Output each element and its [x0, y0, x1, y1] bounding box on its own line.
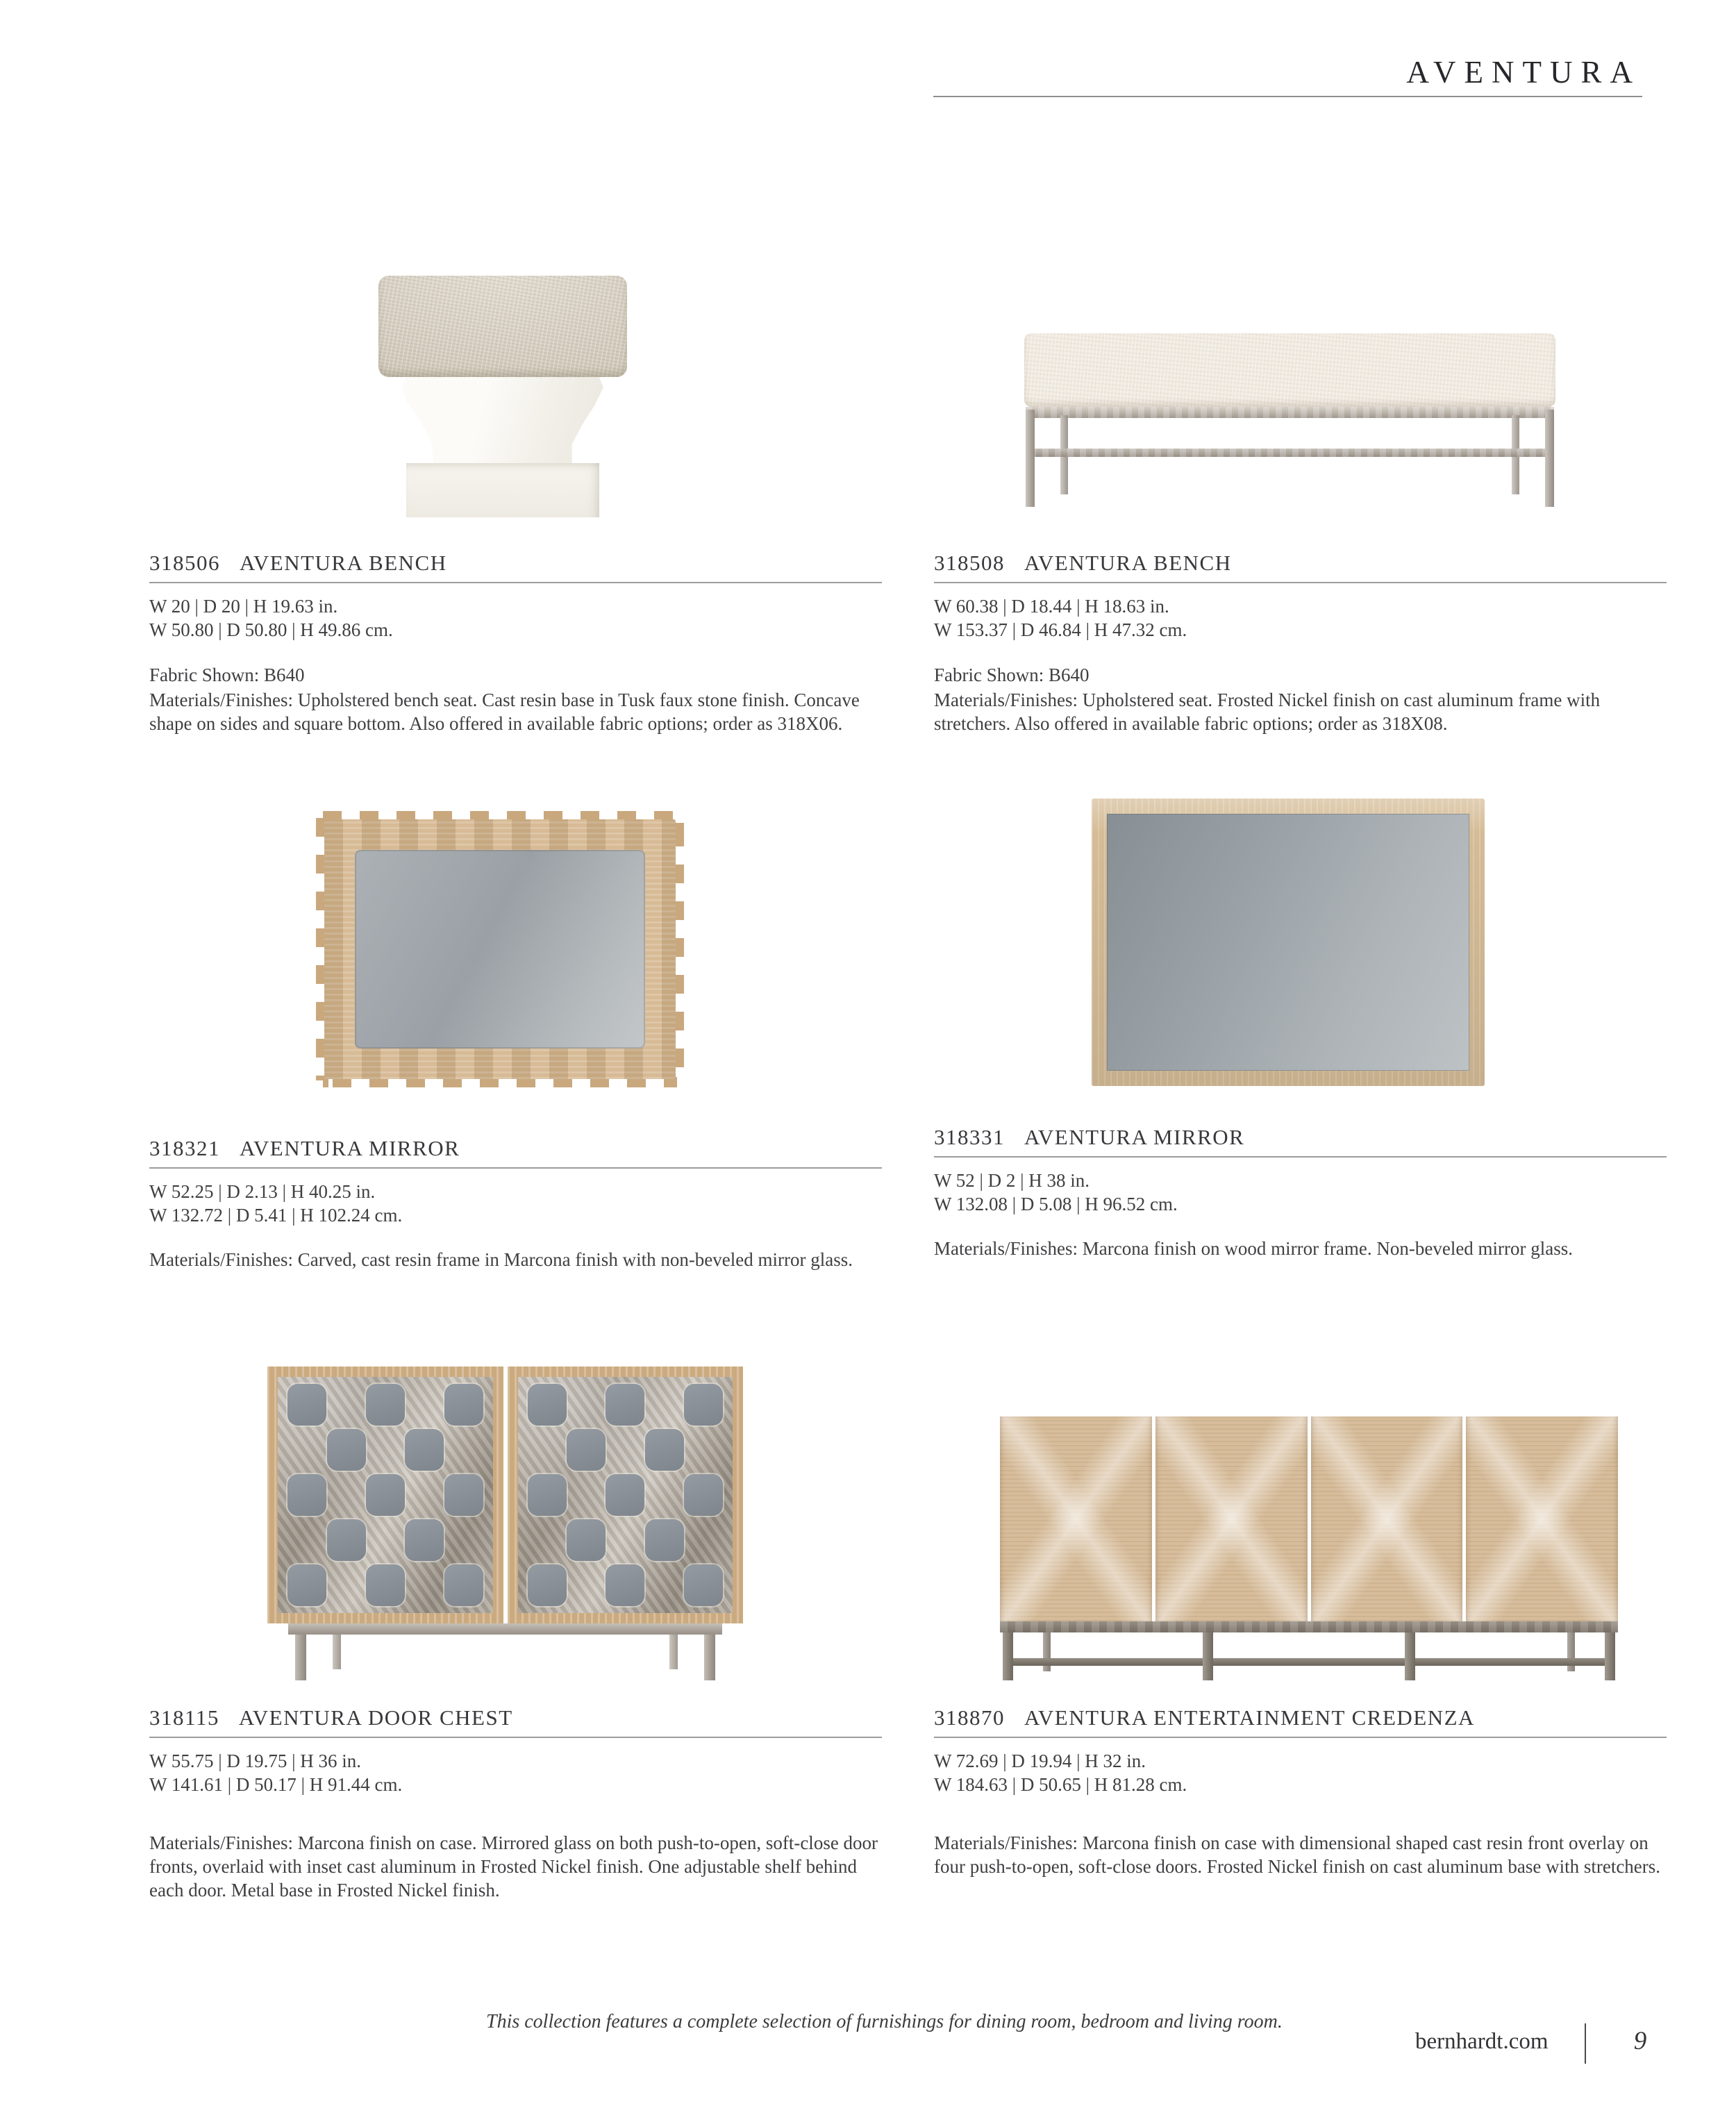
credenza-leg — [1203, 1632, 1213, 1680]
mirror-glass — [1107, 814, 1469, 1071]
materials-finishes: Materials/Finishes: Carved, cast resin frame in Marcona finish with non-beveled mirror glass. — [149, 1249, 853, 1270]
chest-door — [267, 1367, 503, 1623]
bench-base-block — [406, 463, 599, 517]
product-name: AVENTURA MIRROR — [1024, 1125, 1245, 1149]
bench-seat — [1024, 333, 1555, 407]
materials-finishes: Materials/Finishes: Upholstered bench seat. Cast resin base in Tusk faux stone finish. Concave shape on sides and square bottom. Also offered in available fabric options; order as 318X06. — [149, 690, 860, 734]
dimensions-inches: W 52.25 | D 2.13 | H 40.25 in. — [149, 1181, 376, 1202]
dimensions-cm: W 153.37 | D 46.84 | H 47.32 cm. — [934, 619, 1187, 640]
mirror-glass — [355, 850, 645, 1049]
dimensions-cm: W 184.63 | D 50.65 | H 81.28 cm. — [934, 1774, 1187, 1795]
dimensions-cm: W 141.61 | D 50.17 | H 91.44 cm. — [149, 1774, 403, 1795]
product-image-carved-mirror — [316, 811, 684, 1087]
product-dimensions — [149, 1180, 402, 1227]
product-image-credenza — [1000, 1417, 1618, 1680]
product-image-mirror — [1092, 799, 1485, 1086]
title-rule — [934, 1737, 1667, 1738]
product-name: AVENTURA BENCH — [1024, 551, 1232, 575]
dimensions-inches: W 72.69 | D 19.94 | H 32 in. — [934, 1751, 1146, 1771]
credenza-leg — [1605, 1632, 1615, 1680]
title-rule — [934, 1156, 1667, 1158]
title-rule — [149, 582, 882, 583]
dimensions-inches: W 20 | D 20 | H 19.63 in. — [149, 596, 338, 617]
credenza-leg — [1405, 1632, 1415, 1680]
title-rule — [149, 1167, 882, 1169]
product-dimensions — [934, 594, 1187, 642]
product-image-door-chest — [267, 1367, 743, 1680]
product-dimensions — [149, 594, 393, 642]
materials-finishes: Materials/Finishes: Upholstered seat. Frosted Nickel finish on cast aluminum frame with stretchers. Also offered in available fabric options; order as 318X08. — [934, 690, 1601, 734]
bench-apron — [1026, 407, 1554, 418]
dimensions-inches: W 55.75 | D 19.75 | H 36 in. — [149, 1751, 362, 1771]
dimensions-cm: W 132.72 | D 5.41 | H 102.24 cm. — [149, 1205, 403, 1226]
product-dimensions — [934, 1169, 1178, 1216]
product-sku: 318506 — [149, 551, 220, 575]
product-title — [149, 1705, 513, 1730]
chest-door — [508, 1367, 744, 1623]
dimensions-cm: W 50.80 | D 50.80 | H 49.86 cm. — [149, 619, 393, 640]
credenza-door — [1466, 1417, 1618, 1621]
credenza-leg — [1003, 1632, 1013, 1680]
product-sku: 318870 — [934, 1705, 1005, 1730]
materials-finishes: Materials/Finishes: Marcona finish on case. Mirrored glass on both push-to-open, soft-close door fronts, overlaid with inset cast aluminum in Frosted Nickel finish. One adjustable shelf behind each door. Metal base in Frosted Nickel finish. — [149, 1832, 878, 1900]
fabric-shown: Fabric Shown: B640 — [149, 665, 305, 685]
materials-finishes: Materials/Finishes: Marcona finish on wood mirror frame. Non-beveled mirror glass. — [934, 1238, 1574, 1259]
product-dimensions — [149, 1749, 402, 1796]
product-image-bench-long — [1024, 333, 1555, 507]
bench-stretcher — [1030, 449, 1550, 457]
credenza-base-apron — [1000, 1621, 1618, 1632]
header-rule — [933, 96, 1642, 97]
website-link[interactable]: bernhardt.com — [1415, 2029, 1549, 2054]
bench-concave-base — [398, 377, 608, 463]
product-title — [149, 551, 447, 576]
product-sku: 318321 — [149, 1136, 220, 1160]
fabric-shown: Fabric Shown: B640 — [934, 665, 1090, 685]
product-title — [934, 1125, 1244, 1150]
dimensions-inches: W 52 | D 2 | H 38 in. — [934, 1170, 1090, 1191]
bench-leg — [1545, 410, 1554, 507]
collection-title: AVENTURA — [1406, 55, 1641, 90]
product-name: AVENTURA ENTERTAINMENT CREDENZA — [1024, 1705, 1475, 1730]
bench-cushion — [378, 276, 627, 377]
product-name: AVENTURA BENCH — [240, 551, 447, 575]
product-title — [149, 1136, 460, 1161]
dimensions-cm: W 132.08 | D 5.08 | H 96.52 cm. — [934, 1194, 1178, 1214]
chest-hammered-panel — [278, 1377, 493, 1613]
product-image-bench-small — [378, 276, 627, 517]
chest-hammered-panel — [518, 1377, 733, 1613]
collection-note: This collection features a complete selection of furnishings for dining room, bedroom and living room. — [486, 2011, 1283, 2032]
product-name: AVENTURA MIRROR — [240, 1136, 460, 1160]
page-number: 9 — [1633, 2027, 1647, 2055]
credenza-door — [1155, 1417, 1308, 1621]
title-rule — [149, 1737, 882, 1738]
product-sku: 318508 — [934, 551, 1005, 575]
chest-leg — [669, 1635, 678, 1669]
chest-base-apron — [288, 1623, 722, 1635]
chest-leg — [295, 1635, 306, 1680]
product-title — [934, 1705, 1475, 1730]
product-name: AVENTURA DOOR CHEST — [238, 1705, 513, 1730]
footer-divider — [1585, 2023, 1586, 2064]
product-sku: 318331 — [934, 1125, 1005, 1149]
chest-leg — [333, 1635, 341, 1669]
product-title — [934, 551, 1232, 576]
bench-leg — [1026, 410, 1035, 507]
chest-leg — [704, 1635, 715, 1680]
materials-finishes: Materials/Finishes: Marcona finish on case with dimensional shaped cast resin front overlay on four push-to-open, soft-close doors. Frosted Nickel finish on cast aluminum base with stretchers. — [934, 1832, 1661, 1877]
credenza-stretcher — [1008, 1658, 1610, 1666]
credenza-door — [1311, 1417, 1463, 1621]
credenza-door — [1000, 1417, 1152, 1621]
title-rule — [934, 582, 1667, 583]
product-sku: 318115 — [149, 1705, 219, 1730]
dimensions-inches: W 60.38 | D 18.44 | H 18.63 in. — [934, 596, 1169, 617]
product-dimensions — [934, 1749, 1187, 1796]
